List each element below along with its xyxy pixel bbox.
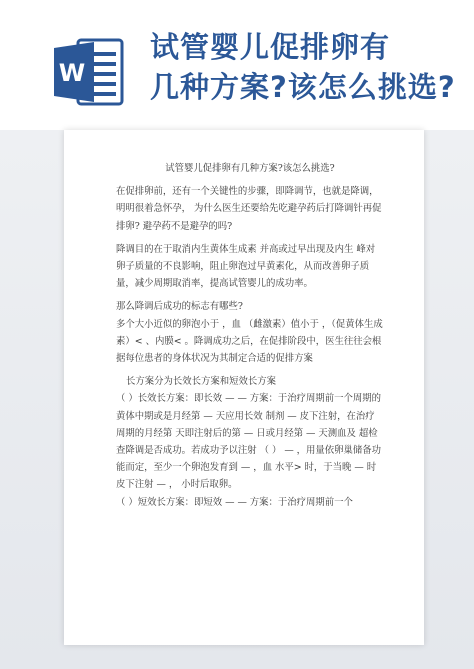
document-paragraph: 多个大小近似的卵泡小于 ，血 （雌激素）值小于 ，（促黄体生成素）< 、内膜< 。降调成功之后，在促排阶段中，医生往往会根据每位患者的身体状况为其制定合适的促排方案 [116,318,383,365]
document-paragraph: （ ）短效长方案：即短效 — — 方案：于治疗周期前一个 [116,496,353,508]
header-banner [0,0,474,130]
document-body [116,160,384,511]
document-paragraph: 降调目的在于取消内生黄体生成素 并高或过早出现及内生 峰对卵子质量的不良影响，阻止卵泡过早黄素化，从而改善卵子质量，减少周期取消率，提高试管婴儿的成功率。 [116,243,376,290]
section-heading: 长方案分为长效长方案和短效长方案 [126,376,277,388]
page-title-line2: 几种方案?该怎么挑选? [150,70,456,104]
document-page [64,130,424,645]
document-title: 试管婴儿促排卵有几种方案?该怎么挑选? [165,163,335,174]
word-document-icon [54,38,124,106]
document-paragraph: 在促排卵前，还有一个关键性的步骤，即降调节，也就是降调，明明很着急怀孕， 为什么医生还要给先吃避孕药后打降调针再促排卵? 避孕药不是避孕的吗? [116,186,382,232]
word-icon-letter: W [58,59,86,87]
document-paragraph: 那么降调后成功的标志有哪些? [116,301,243,313]
document-paragraph: （ ）长效长方案：即长效 — — 方案：于治疗周期前一个周期的黄体中期或是月经第 — 天应用长效 制剂 — 皮下注射，在治疗周期的月经第 天即注射后的第 — 日或月经第 — 天测血及 超检查降调是否成功。若成功予以注射 （ ） — ，用量依卵巢储备功能而定，至少一个卵泡发育到 — ，血 水平> 时，于当晚 — 时皮下注射 — ， 小时后取卵。 [116,393,382,491]
page-title-line1: 试管婴儿促排卵有 [150,30,391,64]
page-title [150,27,470,107]
